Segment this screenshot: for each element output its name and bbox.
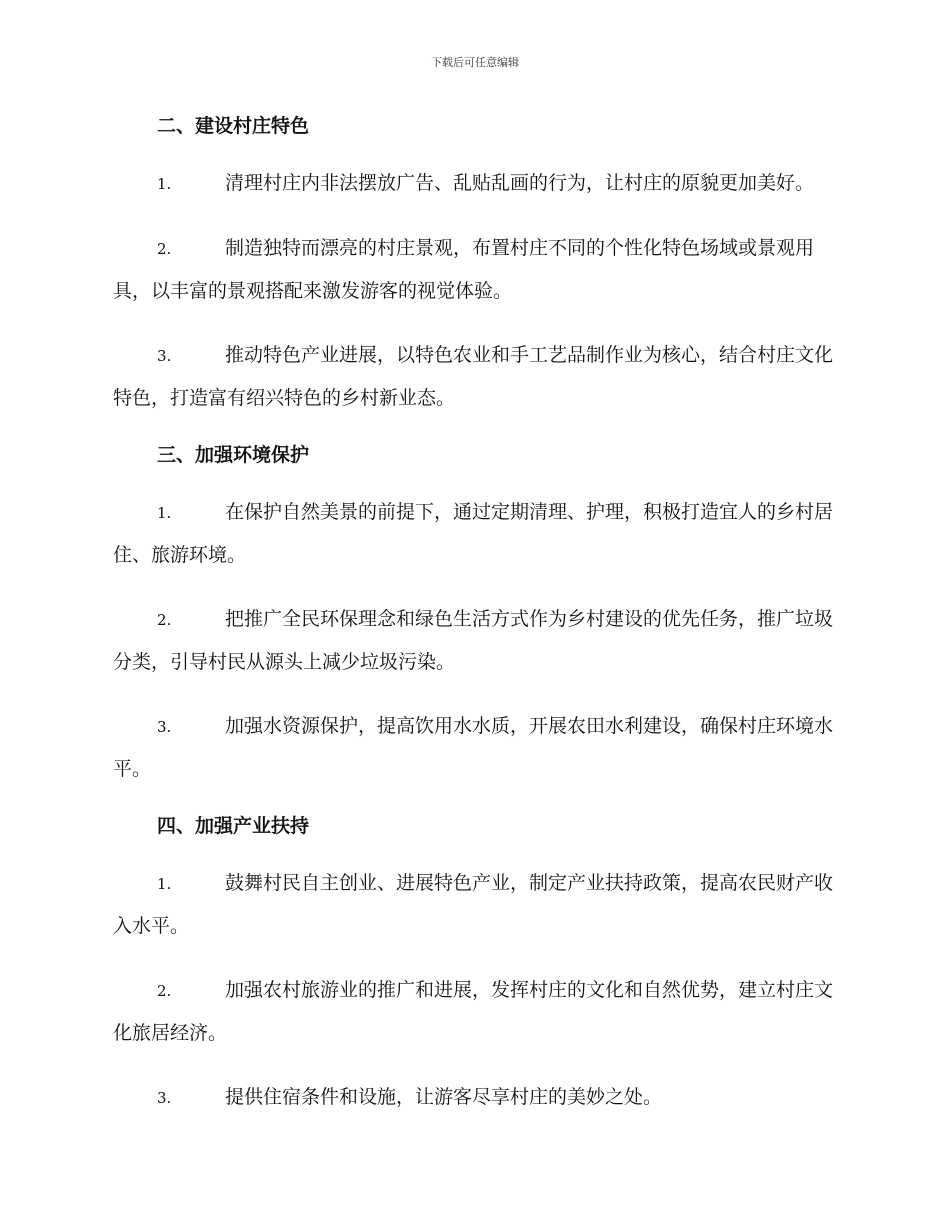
list-item bbox=[113, 1076, 835, 1119]
document-body bbox=[113, 112, 835, 1141]
item-number: 1. bbox=[157, 504, 172, 522]
item-text: 加强农村旅游业的推广和进展，发挥村庄的文化和自然优势，建立村庄文化旅居经济。 bbox=[113, 979, 834, 1044]
list-item bbox=[113, 598, 835, 683]
item-text: 鼓舞村民自主创业、进展特色产业，制定产业扶持政策，提高农民财产收入水平。 bbox=[113, 872, 834, 937]
item-number: 3. bbox=[157, 1089, 172, 1107]
list-item bbox=[113, 862, 835, 947]
list-item bbox=[113, 705, 835, 790]
page-header: 下载后可任意编辑 bbox=[431, 56, 519, 69]
item-number: 2. bbox=[157, 982, 172, 1000]
item-text: 提供住宿条件和设施，让游客尽享村庄的美妙之处。 bbox=[225, 1086, 663, 1108]
list-item bbox=[113, 334, 835, 419]
section-heading: 三、加强环境保护 bbox=[157, 444, 310, 466]
item-number: 1. bbox=[157, 875, 172, 893]
list-item bbox=[113, 969, 835, 1054]
item-text: 推动特色产业进展，以特色农业和手工艺品制作业为核心，结合村庄文化特色，打造富有绍兴特色的乡村新业态。 bbox=[113, 344, 834, 409]
item-text: 把推广全民环保理念和绿色生活方式作为乡村建设的优先任务，推广垃圾分类，引导村民从源头上减少垃圾污染。 bbox=[113, 608, 834, 673]
item-text: 清理村庄内非法摆放广告、乱贴乱画的行为，让村庄的原貌更加美好。 bbox=[225, 172, 815, 194]
item-text: 在保护自然美景的前提下，通过定期清理、护理，积极打造宜人的乡村居住、旅游环境。 bbox=[113, 501, 834, 566]
item-number: 2. bbox=[157, 240, 172, 258]
item-number: 1. bbox=[157, 175, 172, 193]
item-text: 加强水资源保护，提高饮用水水质，开展农田水利建设，确保村庄环境水平。 bbox=[113, 715, 834, 780]
list-item bbox=[113, 227, 835, 312]
list-item bbox=[113, 491, 835, 576]
item-number: 3. bbox=[157, 718, 172, 736]
section-heading: 二、建设村庄特色 bbox=[157, 115, 310, 137]
item-number: 3. bbox=[157, 347, 172, 365]
section-heading: 四、加强产业扶持 bbox=[157, 815, 310, 837]
item-number: 2. bbox=[157, 611, 172, 629]
list-item bbox=[113, 162, 835, 205]
item-text: 制造独特而漂亮的村庄景观，布置村庄不同的个性化特色场域或景观用具，以丰富的景观搭配来激发游客的视觉体验。 bbox=[113, 237, 815, 302]
